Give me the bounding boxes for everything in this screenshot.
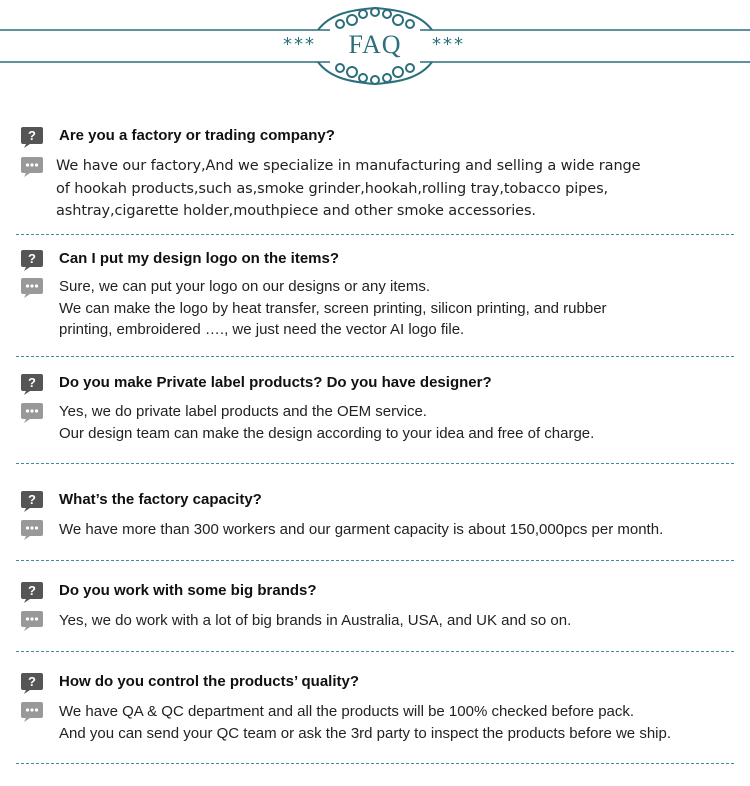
question-bubble-icon bbox=[20, 125, 44, 149]
dashed-divider bbox=[16, 356, 734, 357]
faq-header bbox=[0, 0, 750, 90]
header-stars-right: *** bbox=[432, 34, 465, 55]
question-text: What’s the factory capacity? bbox=[59, 491, 262, 508]
answer-text bbox=[59, 276, 607, 341]
answer-line: We have QA & QC department and all the products will be 100% checked before pack. bbox=[59, 703, 635, 720]
answer-text bbox=[59, 519, 663, 541]
question-bubble-icon bbox=[20, 248, 44, 272]
answer-line: We have more than 300 workers and our garment capacity is about 150,000pcs per month. bbox=[59, 521, 664, 538]
answer-line: We have our factory,And we specialize in manufacturing and selling a wide range bbox=[56, 158, 641, 174]
answer-bubble-icon bbox=[20, 276, 44, 300]
answer-bubble-icon bbox=[20, 155, 44, 179]
answer-text bbox=[59, 401, 594, 444]
page-title: FAQ bbox=[348, 30, 402, 59]
dashed-divider bbox=[16, 560, 734, 561]
answer-line: ashtray,cigarette holder,mouthpiece and other smoke accessories. bbox=[56, 203, 536, 219]
svg-text:?: ? bbox=[28, 251, 36, 266]
question-text: Do you make Private label products? Do you have designer? bbox=[59, 374, 492, 391]
answer-bubble-icon bbox=[20, 401, 44, 425]
answer-line: Sure, we can put your logo on our designs or any items. bbox=[59, 278, 431, 295]
question-text: Are you a factory or trading company? bbox=[59, 127, 335, 144]
answer-line: And you can send your QC team or ask the 3rd party to inspect the products before we ship. bbox=[59, 724, 671, 742]
question-text: How do you control the products’ quality? bbox=[59, 673, 359, 690]
question-text: Can I put my design logo on the items? bbox=[59, 250, 340, 267]
dashed-divider bbox=[16, 763, 734, 764]
answer-line: We can make the logo by heat transfer, screen printing, silicon printing, and rubber bbox=[59, 299, 607, 317]
svg-text:?: ? bbox=[28, 583, 36, 598]
answer-text bbox=[56, 155, 640, 223]
answer-line: Yes, we do private label products and the OEM service. bbox=[59, 403, 427, 420]
question-bubble-icon bbox=[20, 372, 44, 396]
question-bubble-icon bbox=[20, 489, 44, 513]
answer-bubble-icon bbox=[20, 700, 44, 724]
dashed-divider bbox=[16, 463, 734, 464]
answer-line: Our design team can make the design according to your idea and free of charge. bbox=[59, 424, 595, 442]
answer-bubble-icon bbox=[20, 518, 44, 542]
svg-text:?: ? bbox=[28, 492, 36, 507]
svg-text:?: ? bbox=[28, 674, 36, 689]
question-bubble-icon bbox=[20, 580, 44, 604]
dashed-divider bbox=[16, 234, 734, 235]
answer-line: Yes, we do work with a lot of big brands in Australia, USA, and UK and so on. bbox=[59, 612, 572, 629]
answer-bubble-icon bbox=[20, 609, 44, 633]
dashed-divider bbox=[16, 651, 734, 652]
svg-text:?: ? bbox=[28, 375, 36, 390]
svg-text:?: ? bbox=[28, 128, 36, 143]
answer-text bbox=[59, 610, 571, 632]
answer-line: printing, embroidered …., we just need the vector AI logo file. bbox=[59, 321, 465, 338]
question-bubble-icon bbox=[20, 671, 44, 695]
question-text: Do you work with some big brands? bbox=[59, 582, 317, 599]
answer-line: of hookah products,such as,smoke grinder,hookah,rolling tray,tobacco pipes, bbox=[56, 180, 609, 197]
header-stars-left: *** bbox=[283, 34, 316, 55]
answer-text bbox=[59, 701, 671, 744]
